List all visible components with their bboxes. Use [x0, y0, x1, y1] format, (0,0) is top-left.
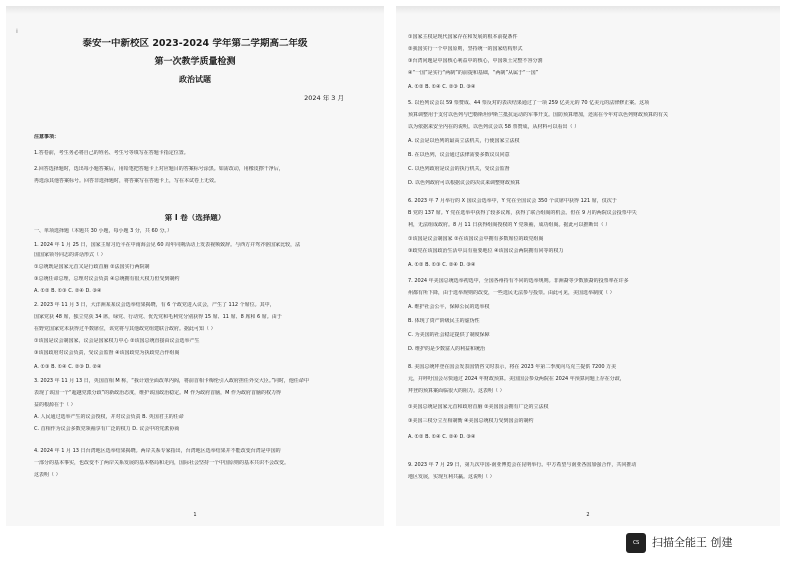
- question-line: 1. 2024 年 1 月 25 日，国家主席习近平在中南海会见 60 周年同期活动上发表视频致辞。与西方并驾齐驱国家比较，法: [34, 242, 301, 248]
- question-line: 9. 2023 年 7 月 29 日，第九次中国-南亚博览会在昆明举行。中方希望与南亚各国加强合作，共同推动: [408, 462, 637, 468]
- question-line: 国国家领导同志的讲话形式（ ）: [34, 252, 106, 258]
- question-line: 预算调整用于支付以色列与巴勒斯坦伊斯兰抵抗运动的军事开支。国防预算增加，还需在今年对以色列财政预算的有关: [408, 112, 669, 118]
- scan-edge-shadow: [6, 6, 384, 14]
- option-line: ①该国是议会制国家 ②在该国议会中拥有多数席位的政党组阁: [408, 236, 544, 242]
- question-line: 5. 以色列议会以 59 票赞成、44 票反对的表决结果通过了一项 259 亿美元的 70 亿美元的法律修正案。这项: [408, 100, 650, 106]
- choice-line: A. ①② B. ①④ C. ②③ D. ③④: [408, 84, 476, 90]
- option-line: A. 人民通过选举产生的议会授权，并对议会负责 B. 英国君主的任命: [34, 414, 184, 420]
- note-line: 1.答卷前，考生务必将自己的姓名、考生号等填写在答题卡指定位置。: [34, 150, 189, 156]
- question-line: 地区发展，实现互利共赢。这说明（ ）: [408, 474, 495, 480]
- choice-line: A. ①② B. ①③ C. ②④ D. ③④: [34, 288, 102, 294]
- option-line: ①该国是议会制国家，议会是国家权力中心 ②该国总统直接由议会选举产生: [34, 338, 200, 344]
- question-line: 8. 美国总统拜登在国会发表国情咨文时表示，将在 2023 年第二季度向乌克兰提供 7200 万美: [408, 364, 617, 370]
- exam-page-right: [396, 6, 780, 526]
- question-line: 利，无法组成政府。8 月 11 日获得组阁授权的 Y 党领袖，成功组阁。据此可以推断出（ ）: [408, 222, 611, 228]
- section-intro: 一、单项选择题（本题共 30 小题，每小题 3 分，共 60 分。）: [34, 228, 172, 234]
- question-line: 元，并呼吁国会尽快通过 2024 年财政预算。美国国会参众两院在 2024 年预算问题上存在分歧，: [408, 376, 625, 382]
- option-line: D. 维护的是少数富人的利益和统治: [408, 346, 486, 352]
- notes-heading: 注意事项：: [34, 134, 60, 140]
- question-line: 2. 2023 年 11 月 3 日，大洋洲某某议会选举结果揭晓，有 6 个政党进入议会，产生了 112 个席位。其中，: [34, 302, 275, 308]
- question-line: 这表明（ ）: [34, 472, 61, 478]
- option-line: ④“一国”是实行“两制”的前提和基础，“两制”从属于“一国”: [408, 70, 539, 76]
- option-line: A. 维护社会公平，保障公民的选举权: [408, 304, 490, 310]
- page-number: 2: [586, 512, 590, 518]
- option-line: C. 首相作为议会多数党领袖享有广泛的权力 D. 议会中的党派协商: [34, 426, 180, 432]
- question-line: 3. 2023 年 11 月 13 日，英国首相 M 称，“我计划全面改革内阁，将前首相卡梅伦引入政府担任外交大臣。”同时，他任命中: [34, 378, 309, 384]
- choice-line: A. ①② B. ①③ C. ②④ D. ③④: [408, 262, 476, 268]
- camscanner-logo-icon: [626, 533, 646, 553]
- watermark-caption: 扫描全能王 创建: [652, 536, 733, 549]
- question-line: 4. 2024 年 1 月 13 日台湾地区选举结果揭晓。两岸关系专家指出，台湾地区选举结果并不能改变台湾是中国的: [34, 448, 281, 454]
- question-line: 6. 2023 年 7 月举行的 X 国议会选举中，Y 党在全国议会 350 个议席中获得 121 席，仅次于: [408, 198, 617, 204]
- exam-subject: 政治试题: [179, 75, 211, 84]
- exam-date: 2024 年 3 月: [304, 95, 344, 102]
- exam-subtitle: 第一次教学质量检测: [154, 57, 236, 67]
- option-line: C. 为美国的社会稳定提供了制度保障: [408, 332, 490, 338]
- option-line: ①总统既是国家元首又是行政首脑 ②法国实行两院制: [34, 264, 150, 270]
- question-line: 拜登的预算案面临很大的阻力。这表明（ ）: [408, 388, 505, 394]
- option-line: ③台湾问题是中国核心利益中的核心，中国领土完整不容分割: [408, 58, 543, 64]
- option-line: ①美国总统是国家元首和政府首脑 ②美国国会拥有广泛的立法权: [408, 404, 549, 410]
- question-line: 国家党获 48 席，独立党获 34 席，绿党、行动党、优先党和毛利党分别获得 15 席、11 席、8 席和 6 席。由于: [34, 314, 282, 320]
- logo-text: CS: [632, 540, 640, 546]
- page-number: 1: [193, 512, 197, 518]
- option-line: ③该国政府对议会负责，受议会监督 ④该国政党为执政党合作组阁: [34, 350, 180, 356]
- question-line: 以为依据来安全内在的说明。以色列议会以 58 票赞成，从材料可以看出（ ）: [408, 124, 580, 130]
- option-line: B. 在以色列，议会通过法律需要多数议员同意: [408, 152, 510, 158]
- question-line: 一部分的基本事实，也改变不了两岸关系发展的基本格局和走向，国际社会坚持一个中国原则的基本共识不会改变。: [34, 460, 290, 466]
- binding-mark: ⁞: [16, 28, 18, 35]
- question-line: 州都有所下降，由于选举规则的改变，一些选民无法参与投票。由此可见，美国选举制度（ ）: [408, 290, 615, 296]
- choice-line: A. ①② B. ①④ C. ②④ D. ③④: [408, 434, 476, 440]
- note-line: 再选涂其他答案标号。回答非选择题时，将答案写在答题卡上，写在本试卷上无效。: [34, 178, 220, 184]
- option-line: ①国家主权是现代国家存在和发展的根本前提条件: [408, 34, 518, 40]
- question-line: 在野党国家党未获得过半数席位，该党将与其他政党组建联合政府。据此可知（ ）: [34, 326, 216, 332]
- option-line: C. 以色列政府是议会的执行机关，受议会监督: [408, 166, 510, 172]
- option-line: ③总统任命总理，总理对议会负责 ④总统拥有很大权力但受到制约: [34, 276, 180, 282]
- option-line: A. 议会是以色列的最高立法机关，行使国家立法权: [408, 138, 520, 144]
- section-heading: 第 I 卷（选择题）: [164, 214, 226, 221]
- option-line: ③美国三权分立互相制衡 ④美国总统权力受到国会的制约: [408, 418, 534, 424]
- choice-line: A. ①③ B. ①④ C. ②③ D. ②④: [34, 364, 102, 370]
- option-line: ②我国实行一个中国原则，坚持统一的国家结构形式: [408, 46, 523, 52]
- question-line: 7. 2024 年美国总统选举初选中，全国各州持有不同的选举规则。非洲裔等少数族裔的投票率在许多: [408, 278, 629, 284]
- option-line: D. 以色列政府可以根据议会的决议来调整财政预算: [408, 180, 521, 186]
- question-line: 表现了该国一个“超越党派分歧”的新政治态度，维护该国政治稳定。M 作为政府首脑，M 作为政府首脑的权力得: [34, 390, 281, 396]
- note-line: 2.回答选择题时，选出每小题答案后，用铅笔把答题卡上对应题目的答案标号涂黑。如需改动，用橡皮擦干净后，: [34, 166, 284, 172]
- scan-edge-shadow: [396, 6, 780, 14]
- question-line: B 党的 137 席。Y 党在选举中获得了较多议席，获得了联合组阁的机会。但在 9 月的两院议会投票中失: [408, 210, 637, 216]
- option-line: ③政党在该国政治生活中具有重要地位 ④该国议会两院拥有同等的权力: [408, 248, 564, 254]
- option-line: B. 体现了资产阶级民主的虚伪性: [408, 318, 480, 324]
- exam-page-left: [6, 6, 384, 526]
- question-line: 益的根源在于（ ）: [34, 402, 76, 408]
- exam-title: 泰安一中新校区 2023-2024 学年第二学期高二年级: [82, 38, 308, 49]
